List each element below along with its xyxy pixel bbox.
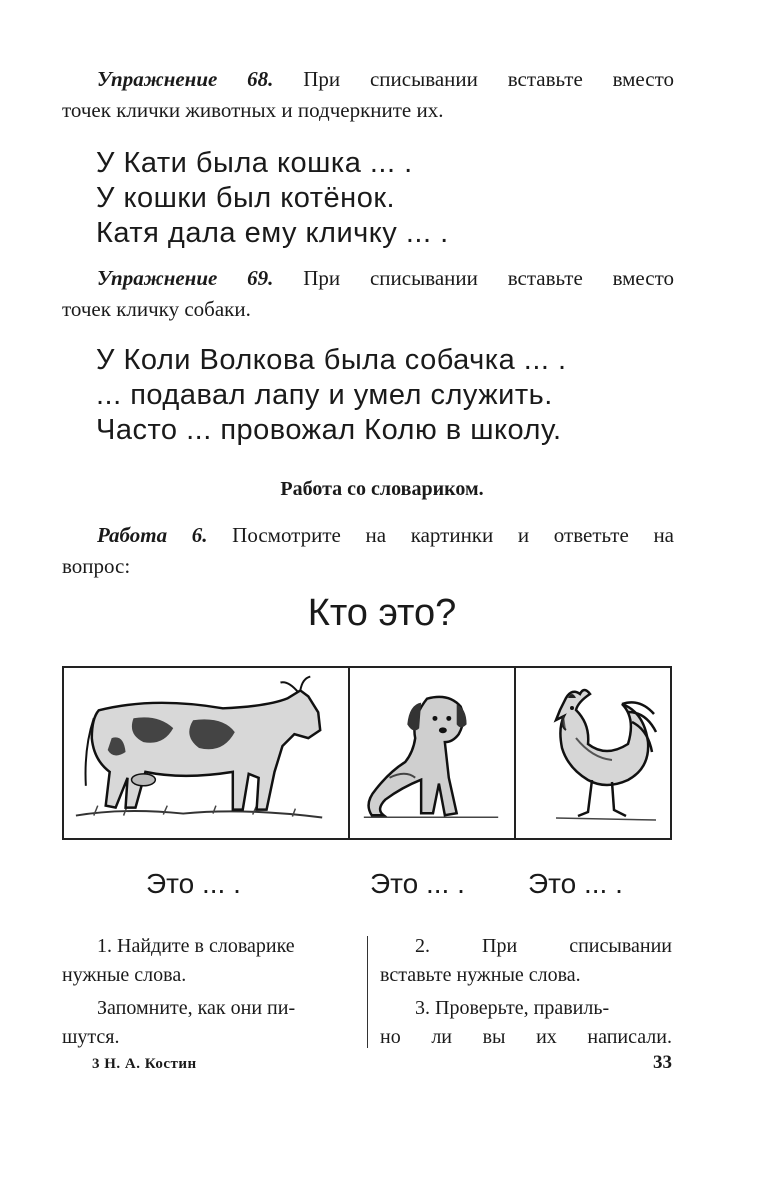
- rooster-picture: [516, 668, 670, 838]
- left-col-p2-line2: шутся.: [62, 1026, 120, 1048]
- answer-line: Это ... .: [528, 868, 623, 899]
- cow-icon: [64, 668, 348, 838]
- right-col-p2-line1: 3. Проверьте, правиль-: [415, 997, 610, 1019]
- answer-line: Это ... .: [146, 868, 241, 899]
- right-col-p2-line2: но ли вы их написали.: [380, 1026, 672, 1048]
- left-col-p1-line2: нужные слова.: [62, 964, 187, 986]
- exercise-69-line: Часто ... провожал Колю в школу.: [96, 414, 562, 446]
- answer-line: Это ... .: [370, 868, 465, 899]
- rooster-icon: [516, 668, 670, 838]
- question-heading: Кто это?: [307, 592, 457, 634]
- exercise-68-instructions: [62, 64, 674, 126]
- exercise-69-text-line1: При списывании вставьте вместо: [303, 266, 674, 290]
- exercise-68-line: У Кати была кошка ... .: [96, 147, 413, 179]
- footer-signature: 3 Н. А. Костин: [92, 1056, 197, 1072]
- exercise-69-line: ... подавал лапу и умел служить.: [96, 379, 553, 411]
- left-col-p1-line1: 1. Найдите в словарике: [97, 935, 295, 957]
- pictures-frame: [62, 666, 672, 840]
- work-6-text-line2: вопрос:: [62, 554, 131, 578]
- work-6-label: Работа 6.: [97, 523, 208, 547]
- exercise-68-text-line2: точек клички животных и подчеркните их.: [62, 98, 444, 122]
- exercise-68-line: У кошки был котёнок.: [96, 182, 396, 214]
- dog-icon: [350, 668, 514, 838]
- exercise-69-label: Упражнение 69.: [97, 266, 274, 290]
- exercise-69-instructions: [62, 263, 674, 325]
- exercise-68-text-line1: При списывании вставьте вместо: [303, 67, 674, 91]
- work-6-text-line1: Посмотрите на картинки и ответьте на: [232, 523, 674, 547]
- left-column: [62, 932, 356, 1056]
- cow-picture: [64, 668, 350, 838]
- exercise-68-line: Катя дала ему кличку ... .: [96, 217, 449, 249]
- left-col-p2-line1: Запомните, как они пи-: [97, 997, 296, 1019]
- right-col-p1-line1: 2. При списывании: [415, 935, 672, 957]
- exercise-68-label: Упражнение 68.: [97, 67, 274, 91]
- work-6-instructions: [62, 520, 674, 582]
- dog-picture: [350, 668, 516, 838]
- right-column: [380, 932, 672, 1056]
- column-divider: [367, 936, 368, 1048]
- right-col-p1-line2: вставьте нужные слова.: [380, 964, 581, 986]
- section-heading: Работа со словариком.: [280, 478, 484, 500]
- exercise-69-text-line2: точек кличку собаки.: [62, 297, 251, 321]
- page-number: 33: [653, 1052, 672, 1073]
- exercise-69-line: У Коли Волкова была собачка ... .: [96, 344, 567, 376]
